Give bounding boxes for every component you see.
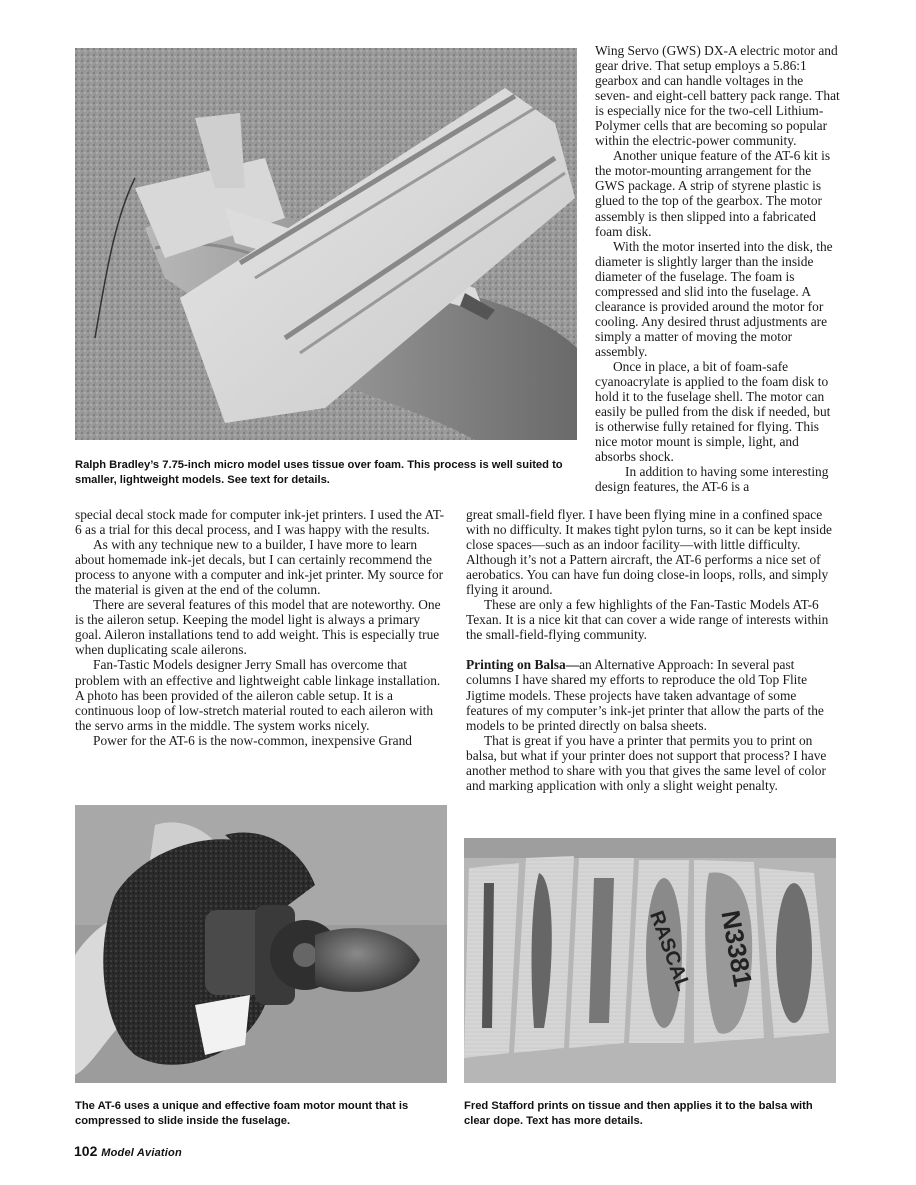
photo-micro-model [75, 48, 577, 440]
photo-printed-balsa [464, 838, 836, 1083]
photo-printed-balsa-graphic [464, 838, 836, 1083]
label-rascal: RASCAL [645, 908, 695, 994]
paragraph: great small-field flyer. I have been flying mine in a confined space with no difficulty. It makes tight pylon turns, so it can be kept inside close spaces—such as an indoor facility—with little difficulty. Although it’s not a Pattern aircraft, the AT-6 performs a nice set of aerobatics. You can have fun doing close-in loops, rolls, and simply flying it around. [466, 507, 832, 598]
paragraph: As with any technique new to a builder, I have more to learn about homemade ink-jet decals, but I can certainly recommend the process to anyone with a computer and ink-jet printer. My source for the material is given at the end of the column. [75, 537, 444, 598]
subhead-paragraph [466, 657, 838, 732]
paragraph: In addition to having some interesting design features, the AT-6 is a [595, 464, 829, 495]
photo-foam-motor-mount-graphic [75, 805, 447, 1083]
paragraph: Power for the AT-6 is the now-common, inexpensive Grand [93, 732, 412, 748]
label-n3381: N3381 [715, 908, 759, 989]
left-column [75, 507, 447, 748]
subhead: Printing on Balsa— [466, 657, 580, 673]
folio [74, 1143, 182, 1159]
photo-micro-model-graphic [75, 48, 577, 440]
paragraph: Fan-Tastic Models designer Jerry Small has overcome that problem with an effective and lightweight cable linkage installation. A photo has been provided of the aileron cable setup. It is a continuous loop of low-stretch material routed to each aileron with the servo arms in the middle. The system works nicely. [75, 657, 441, 733]
page-number: 102 [74, 1143, 98, 1159]
paragraph: Another unique feature of the AT-6 kit is the motor-mounting arrangement for the GWS package. A strip of styrene plastic is glued to the top of the gearbox. The motor assembly is then slipped into a fabricated foam disk. [595, 148, 831, 239]
magazine-name: Model Aviation [101, 1147, 182, 1159]
caption-top: Ralph Bradley’s 7.75-inch micro model uses tissue over foam. This process is well suited to smaller, lightweight models. See text for details. [75, 459, 563, 486]
right-column-top [595, 43, 840, 494]
paragraph: With the motor inserted into the disk, the diameter is slightly larger than the inside diameter of the fuselage. The foam is compressed and slid into the fuselage. A clearance is provided around the motor for cooling. Any desired thrust adjustments are simply a matter of moving the motor assembly. [595, 238, 833, 359]
paragraph: That is great if you have a printer that permits you to print on balsa, but what if your printer does not support that process? I have another method to share with you that gives the same level of color and marking application with only a slight weight penalty. [466, 732, 827, 793]
photo-foam-motor-mount [75, 805, 447, 1083]
subhead-text: an Alternative Approach: In several past columns I have shared my efforts to reproduce the old Top Flite Jigtime models. These projects have taken advantage of some features of my computer’s ink-jet printer that allow the parts of the models to be printed directly on balsa sheets. [466, 657, 824, 733]
paragraph: These are only a few highlights of the Fan-Tastic Models AT-6 Texan. It is a nice kit that can cover a wide range of interests within the small-field-flying community. [466, 597, 829, 643]
right-column-bottom [466, 507, 838, 793]
paragraph: There are several features of this model that are noteworthy. One is the aileron setup. Keeping the model light is always a primary goal. Aileron installations tend to add weight. This is especially true when duplicating scale ailerons. [75, 597, 441, 658]
caption-bottom-left: The AT-6 uses a unique and effective foam motor mount that is compressed to slide inside the fuselage. [75, 1100, 409, 1127]
caption-bottom-right: Fred Stafford prints on tissue and then applies it to the balsa with clear dope. Text has more details. [464, 1100, 813, 1127]
paragraph: Wing Servo (GWS) DX-A electric motor and gear drive. That setup employs a 5.86:1 gearbox and can handle voltages in the seven- and eight-cell battery pack range. That is especially nice for the two-cell Lithium-Polymer cells that are becoming so popular within the electric-power community. [595, 43, 840, 149]
paragraph: special decal stock made for computer ink-jet printers. I used the AT-6 as a trial for this decal process, and I was happy with the results. [75, 507, 445, 538]
paragraph: Once in place, a bit of foam-safe cyanoacrylate is applied to the foam disk to hold it to the fuselage shell. The motor can easily be pulled from the disk if needed, but is otherwise fully retained for flying. This nice motor mount is simple, light, and absorbs shock. [595, 358, 831, 465]
